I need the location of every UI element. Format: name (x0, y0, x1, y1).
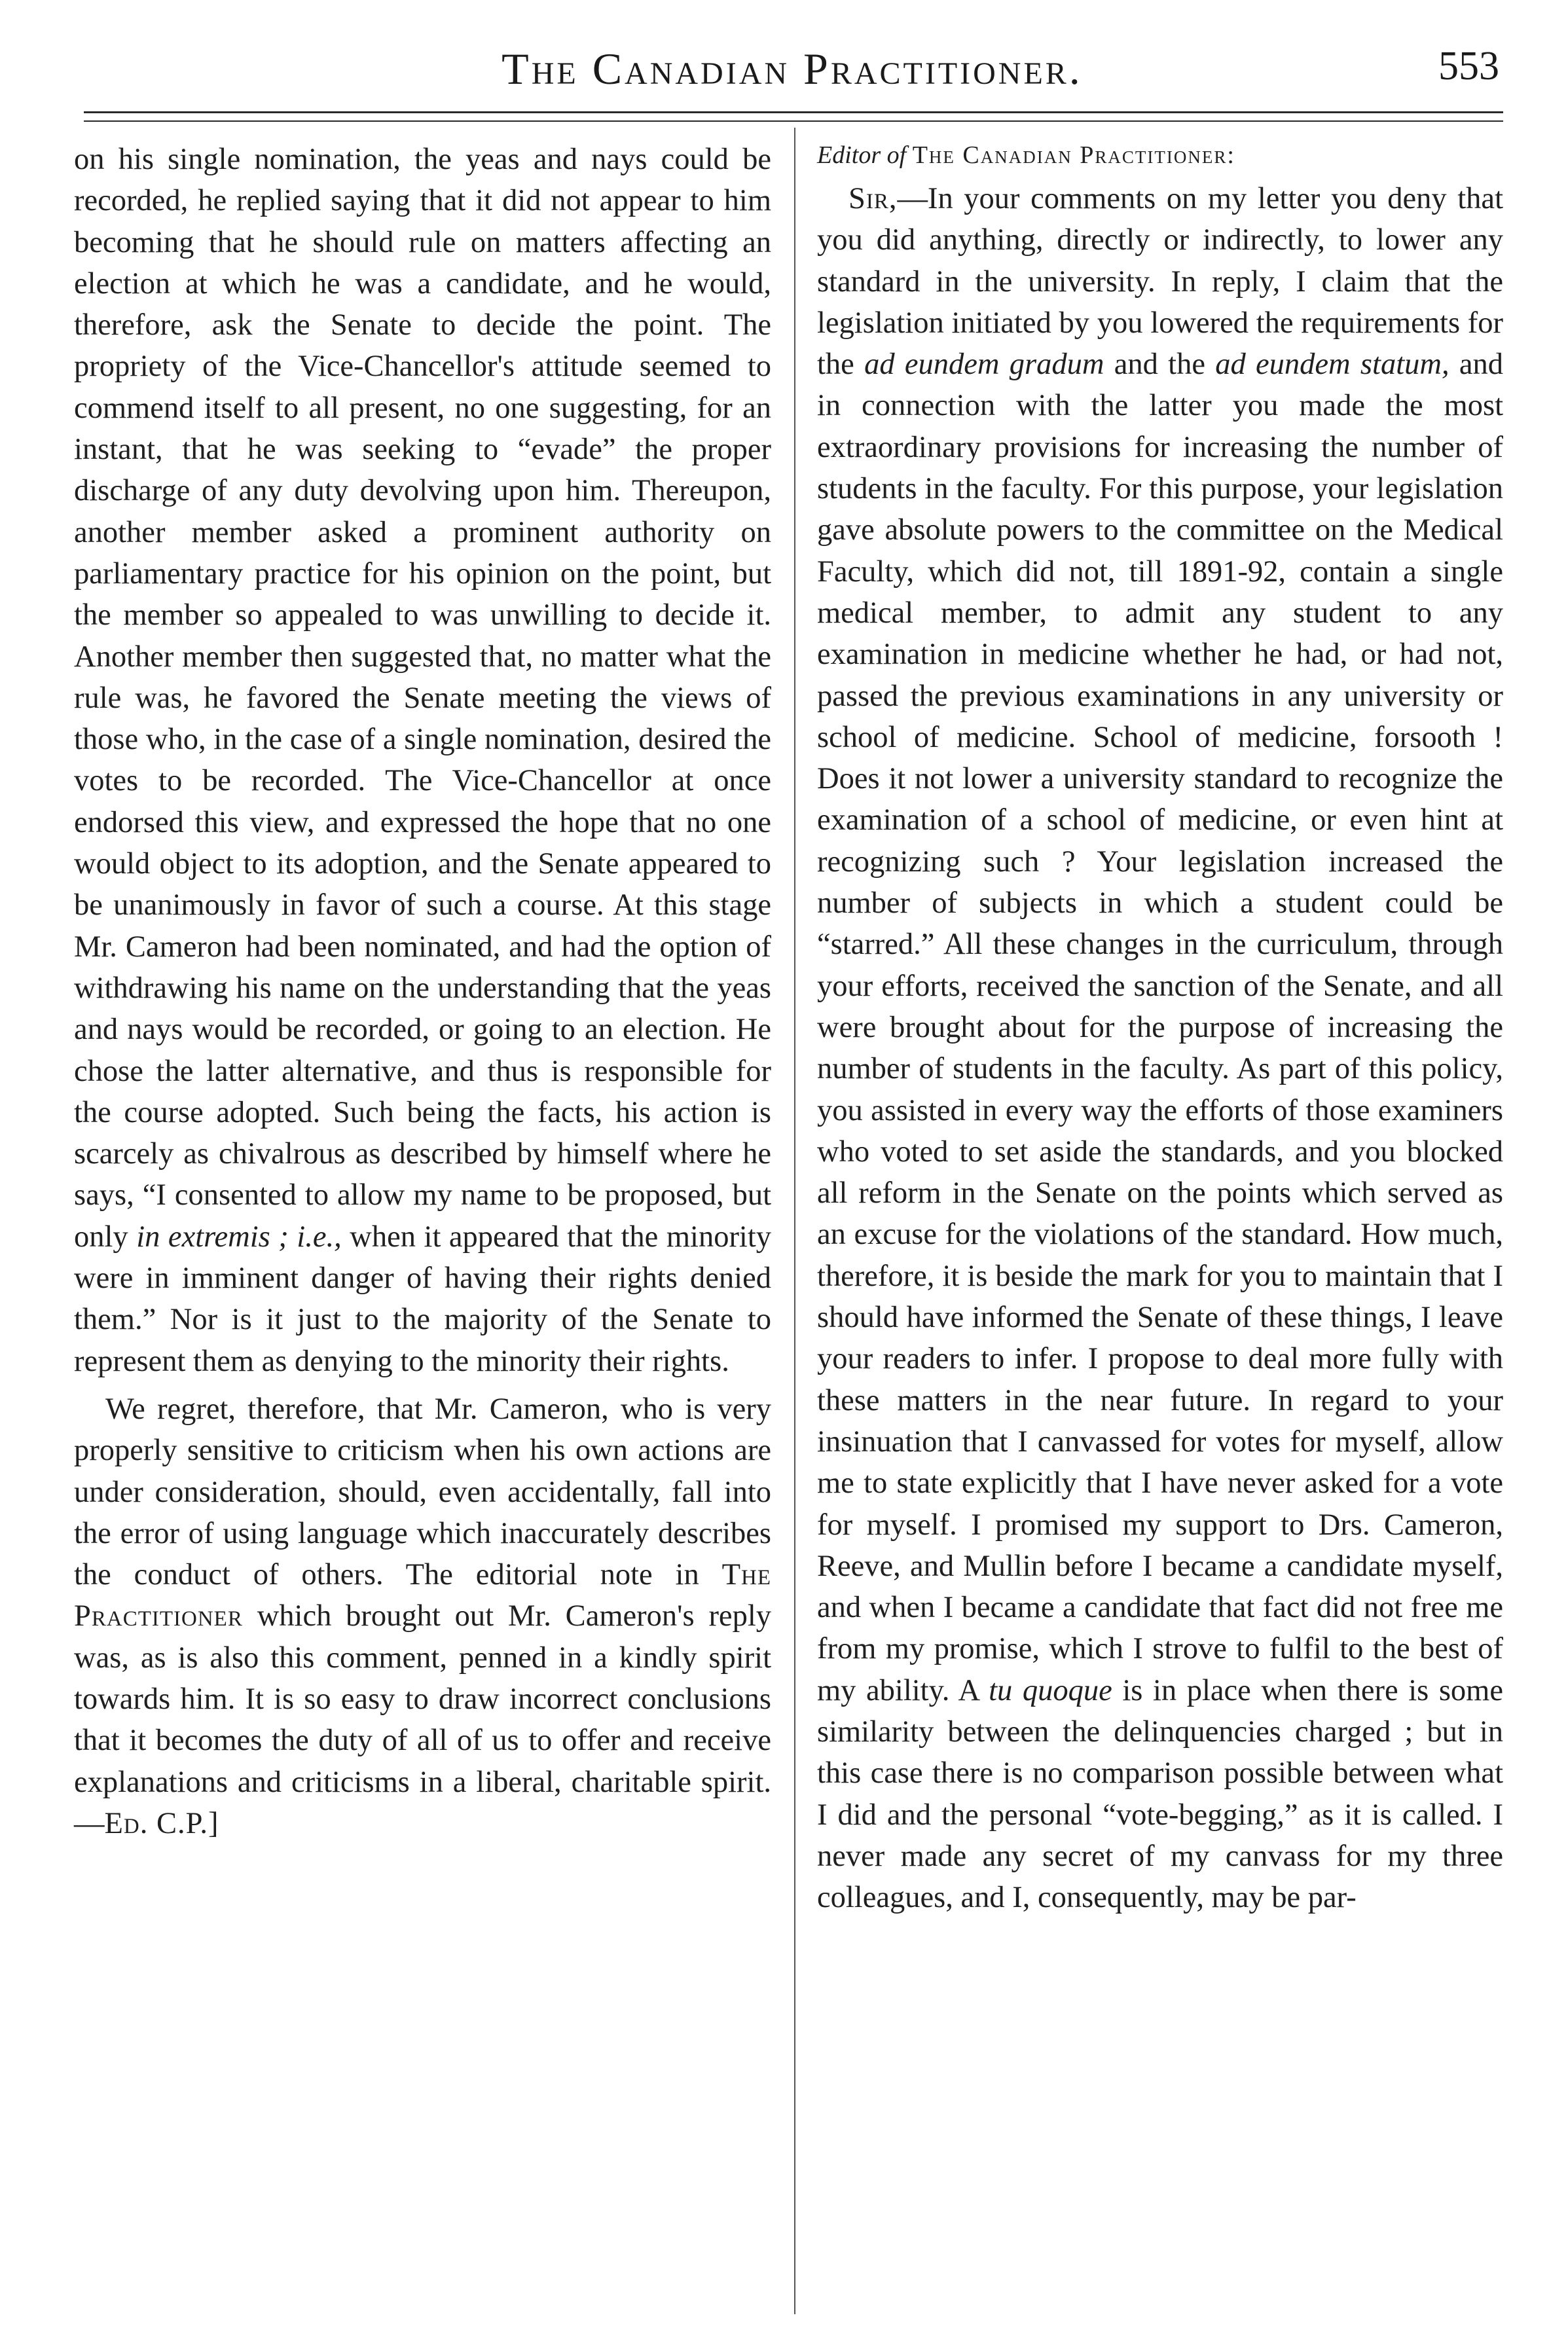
right-paragraph-1 (817, 178, 1503, 1918)
running-head (79, 38, 1506, 110)
address-journal: The Canadian Practitioner: (912, 141, 1235, 169)
italic-run: ad eundem statum, (1215, 348, 1449, 382)
page-number: 553 (1438, 44, 1499, 88)
journal-title: The Canadian Practitioner. (501, 44, 1083, 94)
salutation: Sir, (848, 182, 898, 215)
text-run: which brought out Mr. Cameron's reply was, as is also this comment, penned in a kindly spirit towards him. It is so easy to draw incorrect conclusions that it becomes the duty of all of us to offer and receive explanations and criticisms in a liberal, charitable spirit.— (74, 1599, 771, 1840)
column-divider (794, 128, 795, 2314)
header-rule-bottom (84, 120, 1503, 122)
smallcaps-run: The Practitioner (74, 1558, 771, 1633)
text-run: and in connection with the latter you made the most extraordinary provisions for increasing the number of students in the faculty. For this purpose, your legislation gave absolute powers to the committee on the Medical Faculty, which did not, till 1891-92, contain a single medical member, to admit any student to any examination in medicine whether he had, or had not, passed the previous examinations in any university or school of medicine. School of medicine, forsooth ! Does it not lower a university standard to recognize the examination of a school of medicine, or even hint at recognizing such ? Your legislation increased the number of subjects in which a student could be “starred.” All these changes in the curriculum, through your efforts, received the sanction of the Senate, and all were brought about for the purpose of increasing the number of students in the faculty. As part of this policy, you assisted in every way the efforts of those examiners who voted to set aside the standards, and you blocked all reform in the Senate on the points which served as an excuse for the violations of the standard. How much, therefore, it is beside the mark for you to maintain that I should have informed the Senate of these things, I leave your readers to infer. I propose to deal more fully with these matters in the near future. In regard to your insinuation that I canvassed for votes for myself, allow me to state explicitly that I have never asked for a vote for myself. I promised my support to Drs. Cameron, Reeve, and Mullin before I became a candidate myself, and when I became a candidate that fact did not free me from my promise, which I strove to fulfil to the best of my ability. A (817, 348, 1504, 1707)
text-run: and the (1104, 348, 1216, 382)
text-run: We regret, therefore, that Mr. Cameron, who is very properly sensitive to criticism when his own actions are under consideration, should, even accidentally, fall into the error of using language which inaccurately describes the conduct of others. The editorial note in (74, 1392, 771, 1592)
left-column (74, 139, 771, 1844)
text-run: —In your comments on my letter you deny that you did anything, directly or indirectly, to lower any standard in the university. In reply, I claim that the legislation initiated by you lowered the requirements for the (817, 182, 1503, 382)
italic-run: ad eundem gradum (864, 348, 1104, 382)
text-run: is in place when there is some similarity between the delinquencies charged ; but in this case there is no comparison possible between what I did and the personal “vote-begging,” as it is called. I never made any secret of my canvass for my three colleagues, and I, consequently, may be par- (817, 1673, 1503, 1915)
italic-run: in extremis ; i.e., (136, 1220, 342, 1254)
address-lead: Editor of (817, 141, 913, 169)
left-paragraph-1 (74, 139, 771, 1382)
italic-run: tu quoque (989, 1673, 1112, 1707)
text-run: ] (208, 1806, 219, 1840)
header-rule-top (84, 111, 1503, 113)
text-run: on his single nomination, the yeas and nays could be recorded, he replied saying that it did not appear to him becoming that he should rule on matters affecting an election at which he was a candidate, and he would, therefore, ask the Senate to decide the point. The propriety of the Vice-Chancellor's attitude seemed to commend itself to all present, no one suggesting, for an instant, that he was seeking to “evade” the proper discharge of any duty devolving upon him. Thereupon, another member asked a prominent authority on parliamentary practice for his opinion on the point, but the member so appealed to was unwilling to decide it. Another member then suggested that, no matter what the rule was, he favored the Senate meeting the views of those who, in the case of a single nomination, desired the votes to be recorded. The Vice-Chancellor at once endorsed this view, and expressed the hope that no one would object to its adoption, and the Senate appeared to be unanimously in favor of such a course. At this stage Mr. Cameron had been nominated, and had the option of withdrawing his name on the understanding that the yeas and nays would be recorded, or going to an election. He chose the latter alternative, and thus is responsible for the course adopted. Such being the facts, his action is scarcely as chivalrous as described by himself where he says, “I consented to allow my name to be proposed, but only (74, 143, 771, 1254)
left-paragraph-2 (74, 1389, 771, 1844)
editor-signature: Ed. C.P. (104, 1806, 208, 1840)
right-column (817, 139, 1503, 1918)
letter-address-line (817, 139, 1503, 172)
text-run: when it appeared that the minority were in imminent danger of having their rights denied them.” Nor is it just to the majority of the Senate to represent them as denying to the minority their rights. (74, 1220, 772, 1378)
